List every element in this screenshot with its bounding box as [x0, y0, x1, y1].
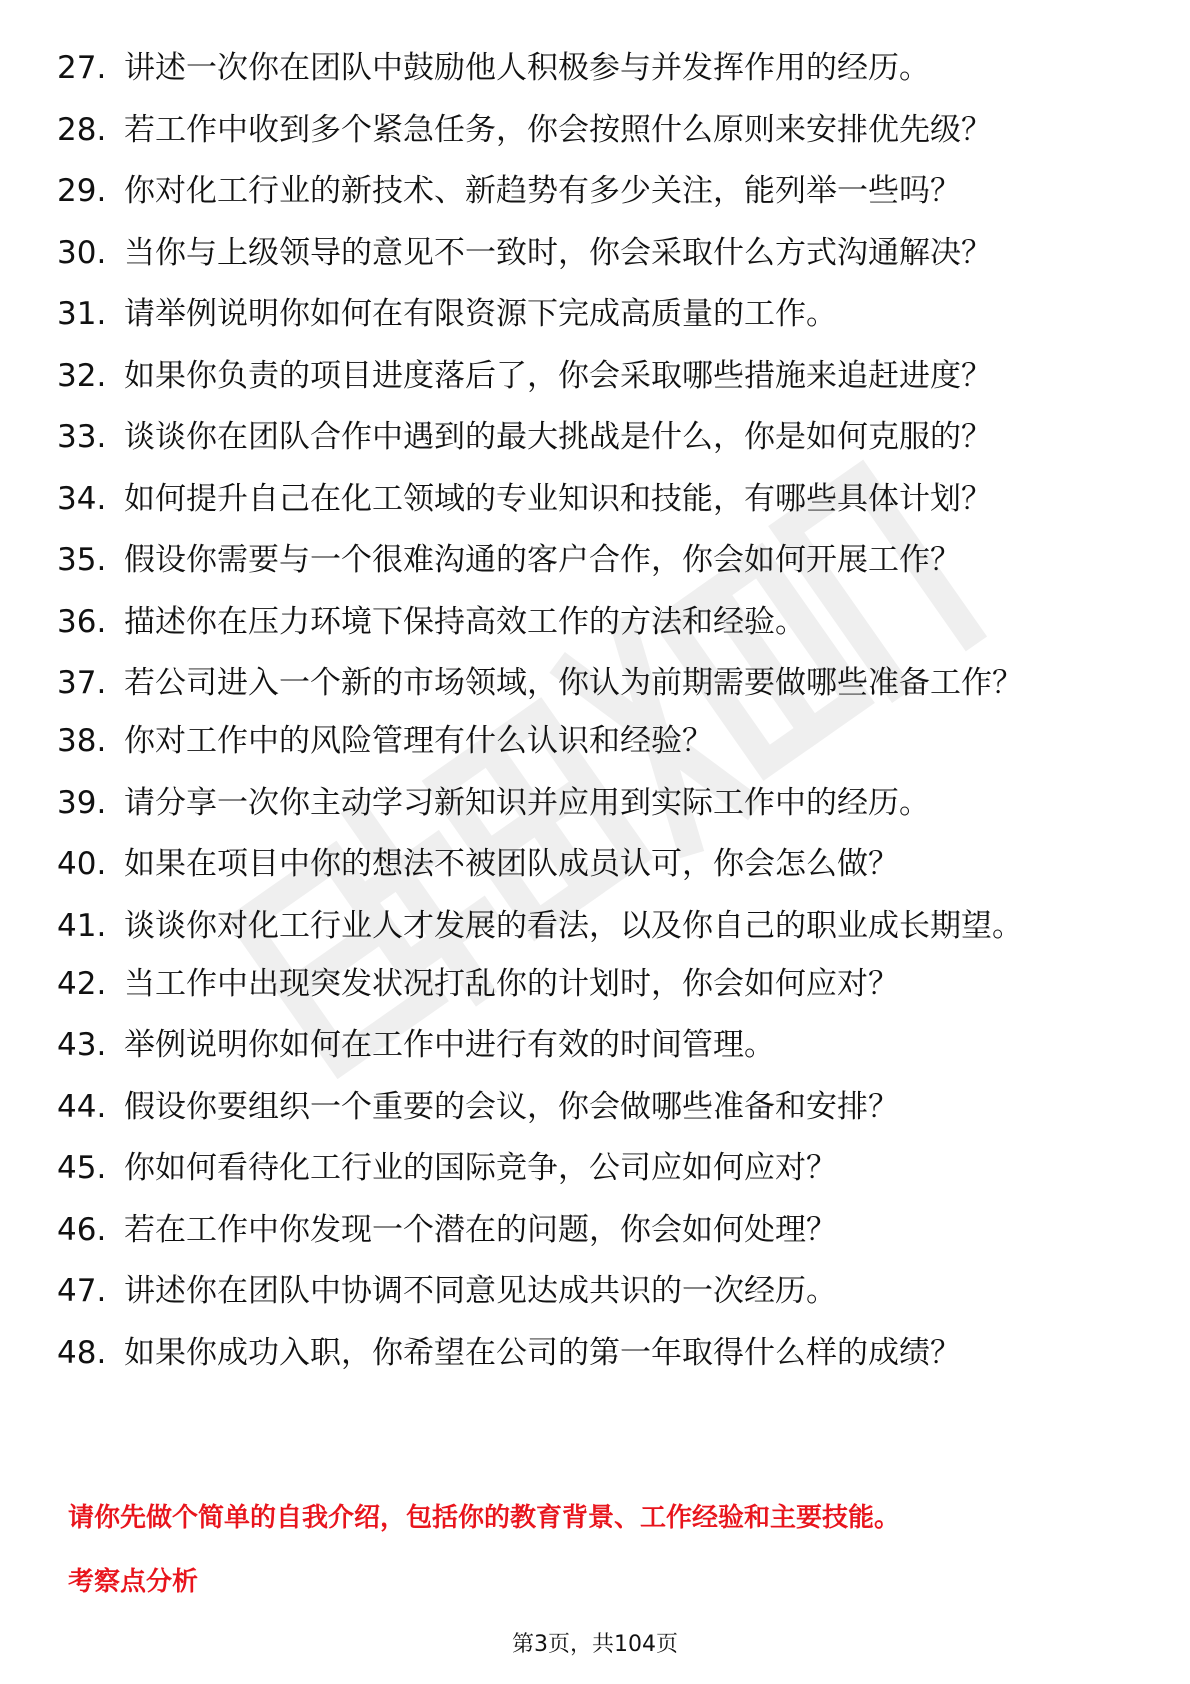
question-number: 46. [57, 1211, 107, 1248]
question-number: 35. [57, 542, 107, 578]
question-number: 30. [57, 234, 107, 271]
question-number: 36. [57, 603, 107, 640]
question-item [0, 844, 1190, 884]
question-item [0, 110, 1190, 150]
question-item [0, 783, 1190, 823]
question-text: 你如何看待化工行业的国际竞争，公司应如何应对？ [124, 1150, 837, 1186]
question-number: 33. [57, 419, 107, 455]
question-text: 若公司进入一个新的市场领域，你认为前期需要做哪些准备工作？ [124, 665, 1023, 701]
question-number: 48. [57, 1334, 107, 1371]
question-number: 47. [57, 1273, 107, 1309]
question-text: 请举例说明你如何在有限资源下完成高质量的工作。 [124, 296, 837, 332]
question-text: 假设你要组织一个重要的会议，你会做哪些准备和安排？ [124, 1088, 899, 1125]
question-item [0, 479, 1190, 519]
question-text: 如果在项目中你的想法不被团队成员认可，你会怎么做？ [124, 846, 899, 882]
question-text: 如何提升自己在化工领域的专业知识和技能，有哪些具体计划？ [124, 480, 992, 517]
page-number: 第3页，共104页 [512, 1632, 678, 1657]
question-item [0, 417, 1190, 457]
question-number: 41. [57, 907, 107, 944]
question-number: 43. [57, 1027, 107, 1063]
question-number: 31. [57, 296, 107, 332]
question-number: 39. [57, 784, 107, 821]
question-item [0, 1271, 1190, 1311]
question-number: 40. [57, 846, 107, 882]
question-text: 若工作中收到多个紧急任务，你会按照什么原则来安排优先级？ [124, 111, 992, 148]
question-item [0, 540, 1190, 580]
question-text: 若在工作中你发现一个潜在的问题，你会如何处理？ [124, 1211, 837, 1248]
question-number: 45. [57, 1150, 107, 1186]
question-text: 你对工作中的风险管理有什么认识和经验？ [124, 723, 713, 759]
question-number: 32. [57, 357, 107, 394]
question-text: 如果你负责的项目进度落后了，你会采取哪些措施来追赶进度？ [124, 357, 992, 394]
section-heading: 考察点分析 [68, 1567, 199, 1597]
question-number: 38. [57, 723, 107, 759]
question-item [0, 233, 1190, 273]
question-text: 假设你需要与一个很难沟通的客户合作，你会如何开展工作？ [124, 542, 961, 578]
question-text: 描述你在压力环境下保持高效工作的方法和经验。 [124, 603, 806, 640]
question-item [0, 171, 1190, 211]
question-text: 谈谈你对化工行业人才发展的看法，以及你自己的职业成长期望。 [124, 907, 1023, 944]
question-number: 27. [57, 50, 107, 86]
question-item [0, 906, 1190, 946]
question-text: 如果你成功入职，你希望在公司的第一年取得什么样的成绩？ [124, 1334, 961, 1371]
question-text: 当工作中出现突发状况打乱你的计划时，你会如何应对？ [124, 965, 899, 1002]
question-text: 谈谈你在团队合作中遇到的最大挑战是什么，你是如何克服的？ [124, 419, 992, 455]
question-text: 请分享一次你主动学习新知识并应用到实际工作中的经历。 [124, 784, 930, 821]
question-item [0, 1333, 1190, 1373]
question-item [0, 48, 1190, 88]
question-text: 当你与上级领导的意见不一致时，你会采取什么方式沟通解决？ [124, 234, 992, 271]
question-list [0, 48, 1190, 1394]
question-number: 44. [57, 1088, 107, 1125]
question-item [0, 721, 1190, 761]
question-text: 讲述一次你在团队中鼓励他人积极参与并发挥作用的经历。 [124, 50, 930, 86]
question-number: 34. [57, 480, 107, 517]
highlighted-question: 请你先做个简单的自我介绍，包括你的教育背景、工作经验和主要技能。 [68, 1503, 901, 1533]
question-item [0, 1025, 1190, 1065]
question-item [0, 356, 1190, 396]
question-number: 28. [57, 111, 107, 148]
question-text: 讲述你在团队中协调不同意见达成共识的一次经历。 [124, 1273, 837, 1309]
question-item [0, 663, 1190, 703]
question-text: 举例说明你如何在工作中进行有效的时间管理。 [124, 1027, 775, 1063]
question-number: 37. [57, 665, 107, 701]
question-item [0, 1087, 1190, 1127]
question-item [0, 602, 1190, 642]
question-item [0, 964, 1190, 1004]
question-item [0, 1210, 1190, 1250]
question-item [0, 294, 1190, 334]
question-item [0, 1148, 1190, 1188]
question-number: 42. [57, 965, 107, 1002]
question-number: 29. [57, 173, 107, 209]
question-text: 你对化工行业的新技术、新趋势有多少关注，能列举一些吗？ [124, 173, 961, 209]
